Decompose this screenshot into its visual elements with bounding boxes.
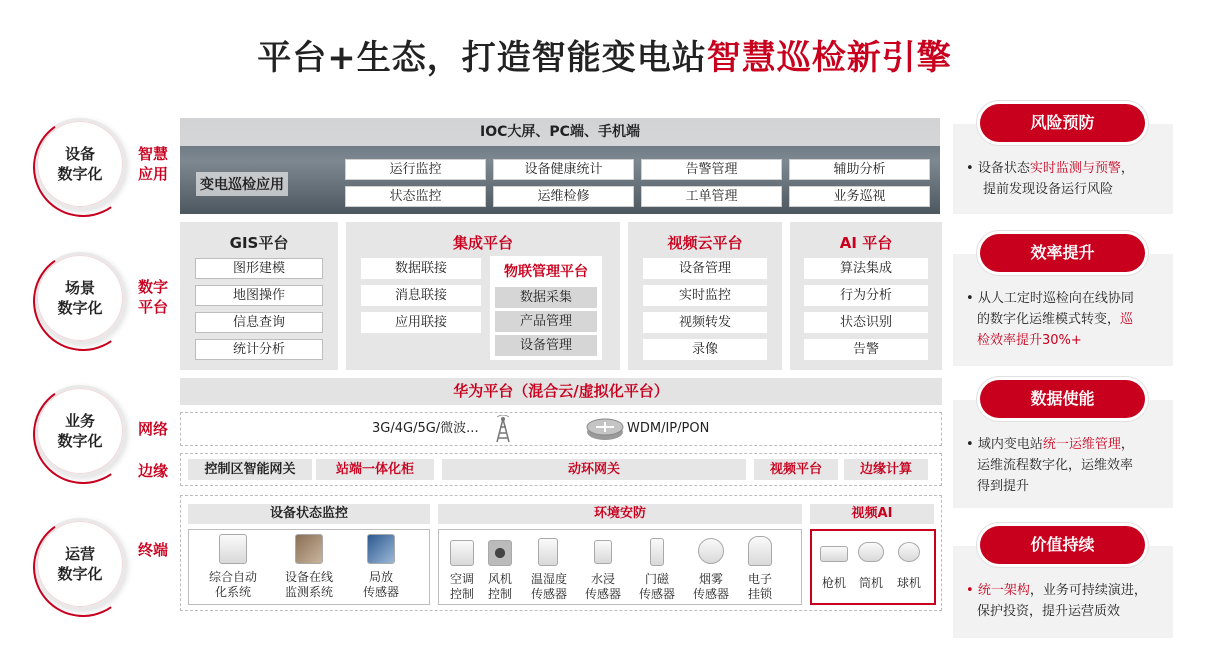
terminal-device-title: 设备状态监控: [188, 504, 430, 524]
gis-item[interactable]: 地图操作: [195, 285, 323, 306]
text: ，: [1120, 161, 1134, 176]
circle-business-digital: [34, 385, 126, 477]
text: ，业务可持续演进，: [1029, 583, 1147, 598]
device-item-label: [200, 570, 266, 600]
edge-station-cabinet[interactable]: 站端一体化柜: [316, 459, 434, 480]
label-line: 烟雾: [698, 572, 723, 586]
huawei-platform-bar: 华为平台（混合云/虚拟化平台）: [180, 378, 942, 405]
app-button-assist-analysis[interactable]: 辅助分析: [789, 159, 930, 180]
label-edge: [138, 461, 168, 481]
text: 从人工定时巡检向在线协同: [977, 291, 1134, 306]
label-text: 数字: [138, 278, 169, 296]
gis-item[interactable]: 统计分析: [195, 339, 323, 360]
text: 的数字化运维模式转变，: [977, 312, 1121, 327]
bullet: •: [966, 291, 974, 306]
edge-video-platform[interactable]: 视频平台: [754, 459, 838, 480]
integration-item[interactable]: 应用联接: [361, 312, 481, 333]
label-line: 挂锁: [747, 587, 772, 601]
bullet-camera-icon: [820, 546, 848, 562]
value-sustain-title: 价值持续: [980, 526, 1145, 564]
terminal-video-ai-box: [810, 529, 936, 605]
door-sensor-icon: [650, 538, 664, 566]
label-line: 化系统: [214, 585, 251, 599]
circle-operation-digital: [34, 518, 126, 610]
dome-camera-icon: [898, 542, 920, 562]
integration-item[interactable]: 消息联接: [361, 285, 481, 306]
circle-text: 数字化: [57, 565, 103, 583]
ai-item[interactable]: 行为分析: [804, 285, 928, 306]
video-cloud-item[interactable]: 视频转发: [643, 312, 767, 333]
camera-dome-label: 球机: [896, 576, 921, 590]
iot-item[interactable]: 数据采集: [495, 287, 597, 308]
title-highlight: 智慧巡检新引擎: [706, 38, 952, 78]
text-line: 运维流程数字化，运维效率: [977, 458, 1134, 473]
label-line: 局放: [368, 570, 393, 584]
label-line: 监测系统: [284, 585, 333, 599]
label-line: 电子: [747, 572, 772, 586]
label-terminal: [138, 540, 168, 560]
label-line: 控制: [487, 587, 512, 601]
video-cloud-title: 视频云平台: [667, 234, 743, 252]
air-conditioner-icon: [450, 540, 474, 566]
online-monitor-icon: [295, 534, 323, 564]
gis-platform-title: GIS平台: [229, 234, 289, 252]
tube-camera-icon: [858, 542, 884, 562]
network-wired: WDM/IP/PON: [627, 421, 710, 436]
integration-item[interactable]: 数据联接: [361, 258, 481, 279]
ai-item[interactable]: 算法集成: [804, 258, 928, 279]
label-smart-app: [138, 144, 168, 184]
ai-platform-title: AI 平台: [839, 234, 893, 252]
text-line: [966, 309, 1166, 330]
env-item-label: [478, 572, 522, 602]
partial-discharge-sensor-icon: [367, 534, 395, 564]
page-title: [0, 30, 1209, 79]
circle-text: 数字化: [57, 432, 103, 450]
smoke-sensor-icon: [698, 538, 724, 564]
app-button-health-stats[interactable]: 设备健康统计: [493, 159, 634, 180]
circle-text: 数字化: [57, 299, 103, 317]
text: 设备状态: [977, 161, 1030, 176]
efficiency-title: 效率提升: [980, 234, 1145, 272]
label-line: 传感器: [530, 587, 567, 601]
bullet: •: [966, 437, 974, 452]
gis-item[interactable]: 图形建模: [195, 258, 323, 279]
app-name: 变电巡检应用: [196, 172, 288, 196]
device-item-label: [276, 570, 342, 600]
label-text: 应用: [138, 165, 169, 183]
camera-tube-label: 筒机: [858, 576, 883, 590]
label-line: 综合自动: [208, 570, 257, 584]
risk-prevention-title: 风险预防: [980, 104, 1145, 142]
text-line: [966, 580, 1166, 601]
gis-item[interactable]: 信息查询: [195, 312, 323, 333]
label-text: 网络: [138, 420, 169, 438]
label-digital-platform: [138, 277, 168, 317]
label-line: 水浸: [590, 572, 615, 586]
env-item-label: [686, 572, 736, 602]
efficiency-text: [966, 288, 1166, 351]
water-sensor-icon: [594, 540, 612, 564]
text-line: [966, 434, 1166, 455]
env-item-label: [632, 572, 682, 602]
env-item-label: [524, 572, 574, 602]
text-highlight: 巡: [1120, 312, 1134, 327]
circle-text: 业务: [64, 412, 95, 430]
risk-prevention-text: [966, 158, 1166, 200]
app-button-maintenance[interactable]: 运维检修: [493, 186, 634, 207]
title-main: 平台+生态，打造智能变电站: [257, 38, 707, 78]
iot-platform-title: 物联管理平台: [504, 264, 588, 280]
label-line: 传感器: [692, 587, 729, 601]
label-network: [138, 419, 168, 439]
router-icon: [586, 417, 624, 445]
label-line: 传感器: [362, 585, 399, 599]
iot-item[interactable]: 产品管理: [495, 311, 597, 332]
label-line: 设备在线: [284, 570, 333, 584]
app-button-business-patrol[interactable]: 业务巡视: [789, 186, 930, 207]
terminal-video-ai-title: 视频AI: [810, 504, 934, 524]
env-item-label: [578, 572, 628, 602]
data-enable-title: 数据使能: [980, 380, 1145, 418]
video-cloud-item[interactable]: 设备管理: [643, 258, 767, 279]
text-line: 得到提升: [977, 479, 1030, 494]
label-line: 门磁: [644, 572, 669, 586]
edge-env-gateway[interactable]: 动环网关: [442, 459, 746, 480]
video-cloud-item[interactable]: 实时监控: [643, 285, 767, 306]
env-item-label: [738, 572, 782, 602]
network-layer: [180, 412, 942, 446]
data-enable-text: [966, 434, 1166, 497]
edge-computing[interactable]: 边缘计算: [844, 459, 928, 480]
tower-icon: [494, 415, 512, 447]
iot-item[interactable]: 设备管理: [495, 335, 597, 356]
text-line: [966, 158, 1166, 179]
app-header: IOC大屏、PC端、手机端: [180, 118, 940, 146]
text-line: 提前发现设备运行风险: [983, 182, 1114, 197]
text: ，: [1120, 437, 1134, 452]
circle-device-digital: [34, 118, 126, 210]
label-text: 平台: [138, 298, 169, 316]
text-line: [966, 288, 1166, 309]
fan-icon: [488, 540, 512, 566]
label-line: 空调: [449, 572, 474, 586]
label-text: 边缘: [138, 462, 169, 480]
camera-bullet-label: 枪机: [821, 576, 846, 590]
label-line: 传感器: [584, 587, 621, 601]
app-button-alarm-mgmt[interactable]: 告警管理: [641, 159, 782, 180]
app-button-run-monitor[interactable]: 运行监控: [345, 159, 486, 180]
text: 域内变电站: [977, 437, 1043, 452]
terminal-env-title: 环境安防: [438, 504, 802, 524]
app-button-work-order[interactable]: 工单管理: [641, 186, 782, 207]
circle-text: 设备: [64, 145, 95, 163]
label-line: 传感器: [638, 587, 675, 601]
label-line: 控制: [449, 587, 474, 601]
text-line: 保护投资，提升运营质效: [977, 604, 1121, 619]
text-highlight: 统一架构: [977, 583, 1030, 598]
ai-item[interactable]: 告警: [804, 339, 928, 360]
electronic-lock-icon: [748, 536, 772, 566]
edge-control-gateway[interactable]: 控制区智能网关: [188, 459, 312, 480]
app-button-status-monitor[interactable]: 状态监控: [345, 186, 486, 207]
label-text: 终端: [138, 541, 169, 559]
text-line: 检效率提升30%+: [977, 333, 1082, 348]
device-item-label: [350, 570, 412, 600]
circle-text: 场景: [64, 279, 95, 297]
network-wireless: 3G/4G/5G/微波...: [372, 421, 479, 436]
integration-platform-title: 集成平台: [452, 234, 513, 252]
value-sustain-text: [966, 580, 1166, 622]
label-line: 温湿度: [530, 572, 567, 586]
ai-item[interactable]: 状态识别: [804, 312, 928, 333]
humidity-sensor-icon: [538, 538, 558, 566]
circle-text: 运营: [64, 545, 95, 563]
label-line: 风机: [487, 572, 512, 586]
video-cloud-item[interactable]: 录像: [643, 339, 767, 360]
text-highlight: 实时监测与预警: [1029, 161, 1121, 176]
circle-scene-digital: [34, 252, 126, 344]
bullet: •: [966, 161, 974, 176]
label-text: 智慧: [138, 145, 169, 163]
text-highlight: 统一运维管理: [1042, 437, 1121, 452]
bullet: •: [966, 583, 974, 598]
automation-system-icon: [219, 534, 247, 564]
circle-text: 数字化: [57, 165, 103, 183]
